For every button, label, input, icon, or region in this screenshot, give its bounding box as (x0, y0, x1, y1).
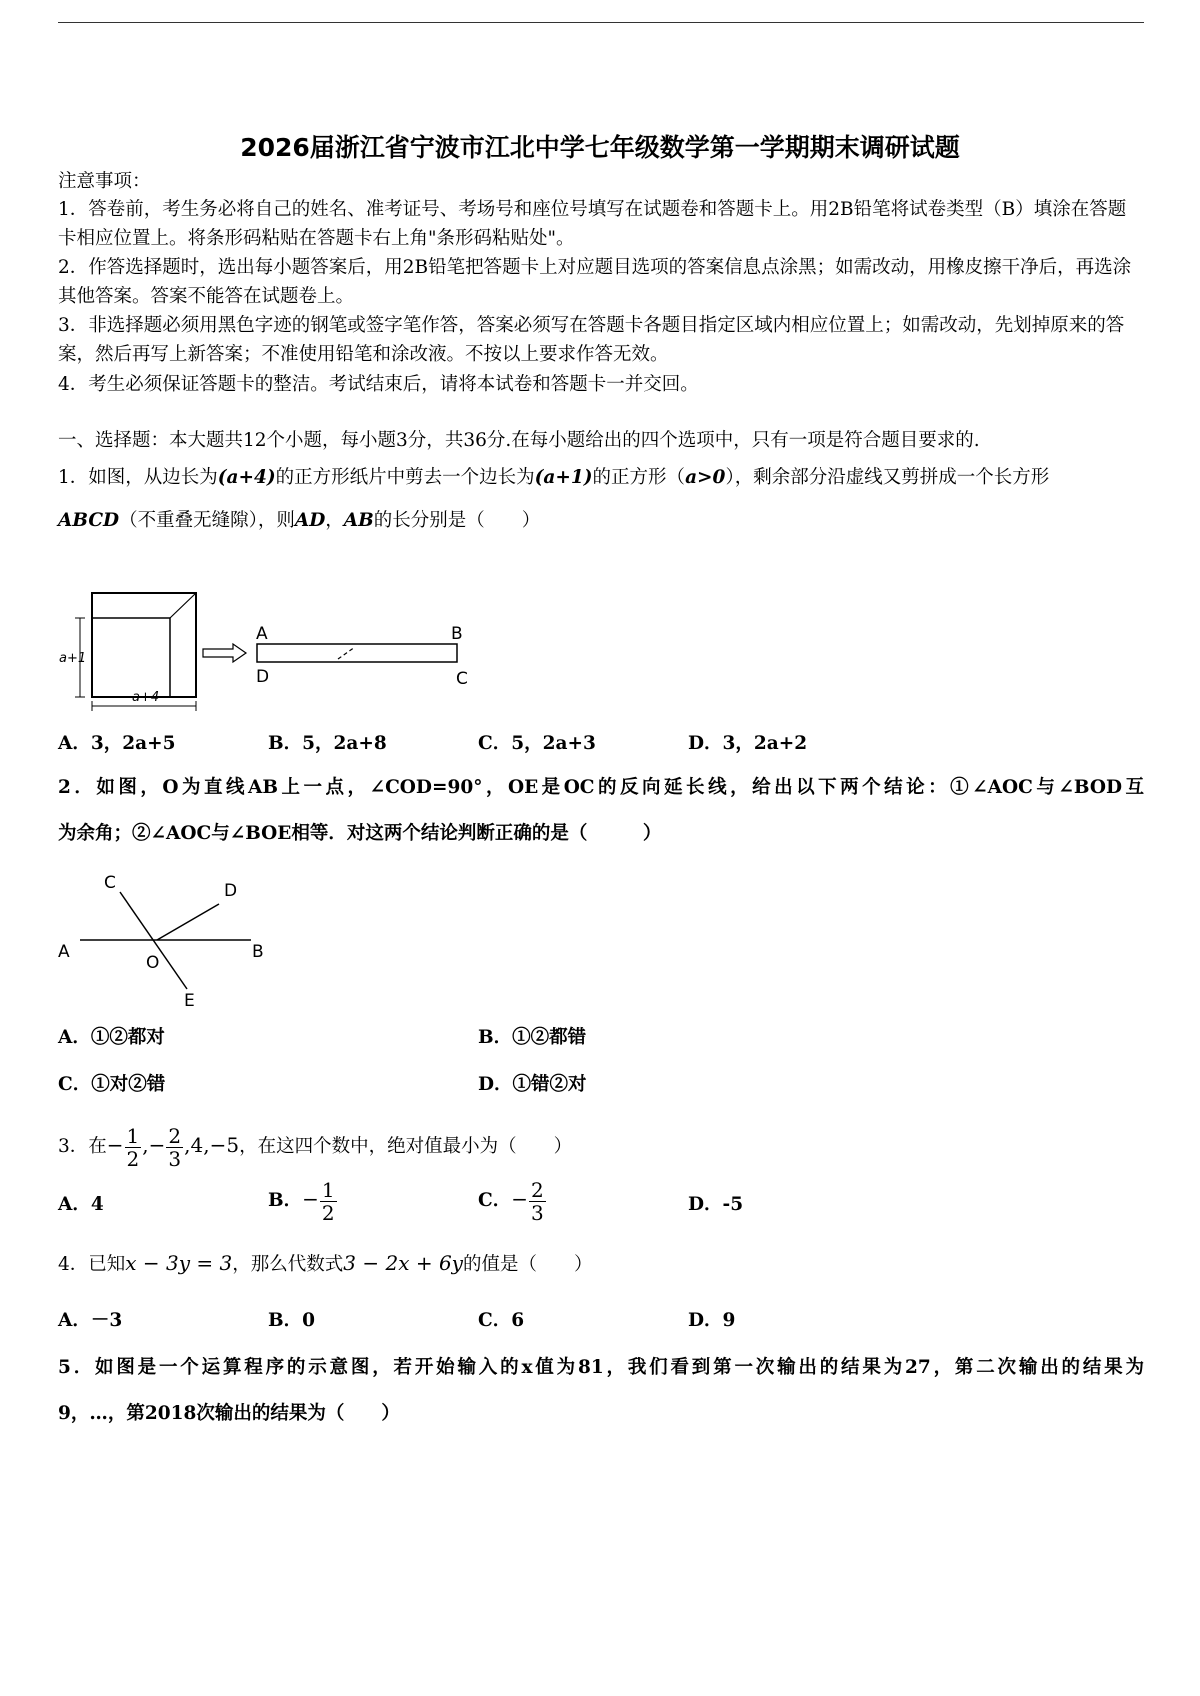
q4-equation: x − 3y = 3 (125, 1251, 233, 1275)
q2-label-a: A (58, 942, 70, 962)
q1-rectangle-abcd (257, 644, 457, 662)
q1-option-a[interactable]: A．3，2a+5 (58, 733, 176, 754)
q1-ab: AB (343, 510, 374, 531)
q1-text-2: 的正方形纸片中剪去一个边长为 (275, 467, 535, 488)
q3-option-c-denominator: 3 (531, 1200, 544, 1225)
q1-rect-name: ABCD (58, 510, 120, 531)
q1-label-b: B (451, 624, 463, 644)
question-2-line-1: 2．如图，O为直线AB上一点，∠COD=90°，OE是OC的反向延长线，给出以下两个结论：①∠AOC与∠BOD互 (58, 777, 1144, 798)
question-5-line-2: 9，…，第2018次输出的结果为（ ） (58, 1403, 400, 1424)
q3-option-b-numerator: 1 (321, 1177, 335, 1202)
q3-fraction-2 (166, 1125, 183, 1170)
q1-text-3: 的正方形（ (592, 467, 686, 488)
q1-text-1: 1．如图，从边长为 (58, 467, 218, 488)
question-5-line-1: 5．如图是一个运算程序的示意图，若开始输入的x值为81，我们看到第一次输出的结果为27，第二次输出的结果为 (58, 1357, 1144, 1378)
q4-expression: 3 − 2x + 6y (343, 1251, 463, 1275)
q1-expr-1: (a+4) (217, 467, 276, 488)
q2-label-b: B (252, 942, 264, 962)
notice-item-2: 2．作答选择题时，选出每小题答案后，用2B铅笔把答题卡上对应题目选项的答案信息点涂黑；如需改动，用橡皮擦干净后，再选涂其他答案。答案不能答在试题卷上。 (58, 257, 1132, 307)
q1-text-5: （不重叠无缝隙），则 (119, 510, 295, 531)
question-2-line-2: 为余角；②∠AOC与∠BOE相等．对这两个结论判断正确的是（ ） (58, 823, 662, 844)
q1-option-b[interactable]: B．5，2a+8 (268, 733, 387, 754)
q1-text-7: 的长分别是（ ） (373, 510, 541, 531)
q3-option-c-label: C． (478, 1190, 512, 1211)
q1-figure (58, 588, 478, 717)
q2-option-d[interactable]: D．①错②对 (478, 1074, 587, 1095)
q3-fraction-2-numerator: 2 (168, 1123, 182, 1148)
q3-option-b-denominator: 2 (321, 1200, 335, 1225)
q3-option-b-fraction (320, 1179, 337, 1224)
question-4-stem (58, 1248, 1144, 1280)
q1-figure-svg (58, 588, 478, 713)
q3-option-d[interactable]: D．-5 (688, 1194, 744, 1215)
q4-suffix: 的值是（ ） (462, 1254, 593, 1275)
q2-figure-svg (58, 868, 278, 1008)
q3-fraction-1-numerator: 1 (126, 1123, 140, 1148)
q1-option-d[interactable]: D．3，2a+2 (688, 733, 808, 754)
q1-ad: AD (294, 510, 326, 531)
section-heading: 一、选择题：本大题共12个小题，每小题3分，共36分.在每小题给出的四个选项中，只有一项是符合题目要求的. (58, 430, 980, 451)
question-3-stem (58, 1119, 1144, 1173)
q3-tail-numbers: ,4,−5 (184, 1133, 240, 1157)
notice-item-3: 3．非选择题必须用黑色字迹的钢笔或签字笔作答，答案必须写在答题卡各题目指定区域内相应位置上；如需改动，先划掉原来的答案，然后再写上新答案；不准使用铅笔和涂改液。不按以上要求作答无效。 (58, 315, 1125, 365)
q3-option-a[interactable]: A．4 (58, 1194, 104, 1215)
q4-option-b[interactable]: B．0 (268, 1310, 316, 1331)
q2-label-e: E (184, 991, 195, 1008)
q1-arrow-icon (203, 644, 246, 662)
q3-option-c[interactable]: C．− $\frac{2}{3}$ (478, 1177, 544, 1225)
q1-label-d: D (256, 667, 270, 687)
notice-item-4: 4．考生必须保证答题卡的整洁。考试结束后，请将本试卷和答题卡一并交回。 (58, 374, 699, 395)
q1-text-6: ， (325, 510, 344, 531)
q2-label-c: C (104, 873, 116, 893)
q2-label-o: O (146, 953, 160, 973)
q3-prefix: 3．在 (58, 1136, 107, 1157)
q3-fraction-1-denominator: 2 (126, 1146, 140, 1171)
q3-minus: − (106, 1133, 124, 1157)
q4-middle: ，那么代数式 (232, 1254, 344, 1275)
q1-cut-line (170, 593, 196, 618)
q1-label-a: A (256, 624, 268, 644)
question-1-line-1 (58, 462, 1144, 493)
q3-fraction-1 (125, 1125, 142, 1170)
q2-figure (58, 868, 278, 1012)
q1-text-4: ），剩余部分沿虚线又剪拼成一个长方形 (725, 467, 1050, 488)
q2-ray-od (157, 904, 219, 940)
q2-option-c[interactable]: C．①对②错 (58, 1074, 166, 1095)
q2-label-d: D (224, 881, 238, 901)
header-rule (58, 22, 1144, 23)
q4-prefix: 4．已知 (58, 1254, 126, 1275)
q3-option-c-fraction (529, 1179, 546, 1224)
notice-item-1: 1．答卷前，考生务必将自己的姓名、准考证号、考场号和座位号填写在试题卷和答题卡上。用2B铅笔将试卷类型（B）填涂在答题卡相应位置上。将条形码粘贴在答题卡右上角"条形码粘贴处"。 (58, 199, 1127, 249)
q1-label-c: C (456, 669, 468, 689)
page-title: 2026届浙江省宁波市江北中学七年级数学第一学期期末调研试题 (240, 133, 960, 162)
q3-option-c-numerator: 2 (531, 1177, 544, 1202)
q1-expr-3: a>0 (685, 467, 726, 488)
q3-option-b[interactable]: B．− $\frac{1}{2}$ (268, 1177, 335, 1225)
q1-dashed-line (338, 647, 355, 659)
q4-option-d[interactable]: D．9 (688, 1310, 736, 1331)
q4-option-a[interactable]: A．－3 (58, 1310, 123, 1331)
q4-option-c[interactable]: C．6 (478, 1310, 525, 1331)
q1-expr-2: (a+1) (534, 467, 593, 488)
q3-separator: ,− (142, 1133, 166, 1157)
q3-fraction-2-denominator: 3 (168, 1146, 182, 1171)
question-1-line-2 (58, 505, 1144, 536)
q1-side-label: a+1 (59, 651, 87, 666)
q1-inner-square (92, 618, 170, 697)
q1-bottom-label: a+4 (132, 690, 160, 705)
q1-option-c[interactable]: C．5，2a+3 (478, 733, 596, 754)
q3-suffix: ，在这四个数中，绝对值最小为（ ） (239, 1136, 573, 1157)
notice-heading: 注意事项： (58, 171, 151, 192)
q2-option-b[interactable]: B．①②都错 (478, 1027, 587, 1048)
q2-option-a[interactable]: A．①②都对 (58, 1027, 165, 1048)
q3-option-b-label: B． (268, 1190, 303, 1211)
